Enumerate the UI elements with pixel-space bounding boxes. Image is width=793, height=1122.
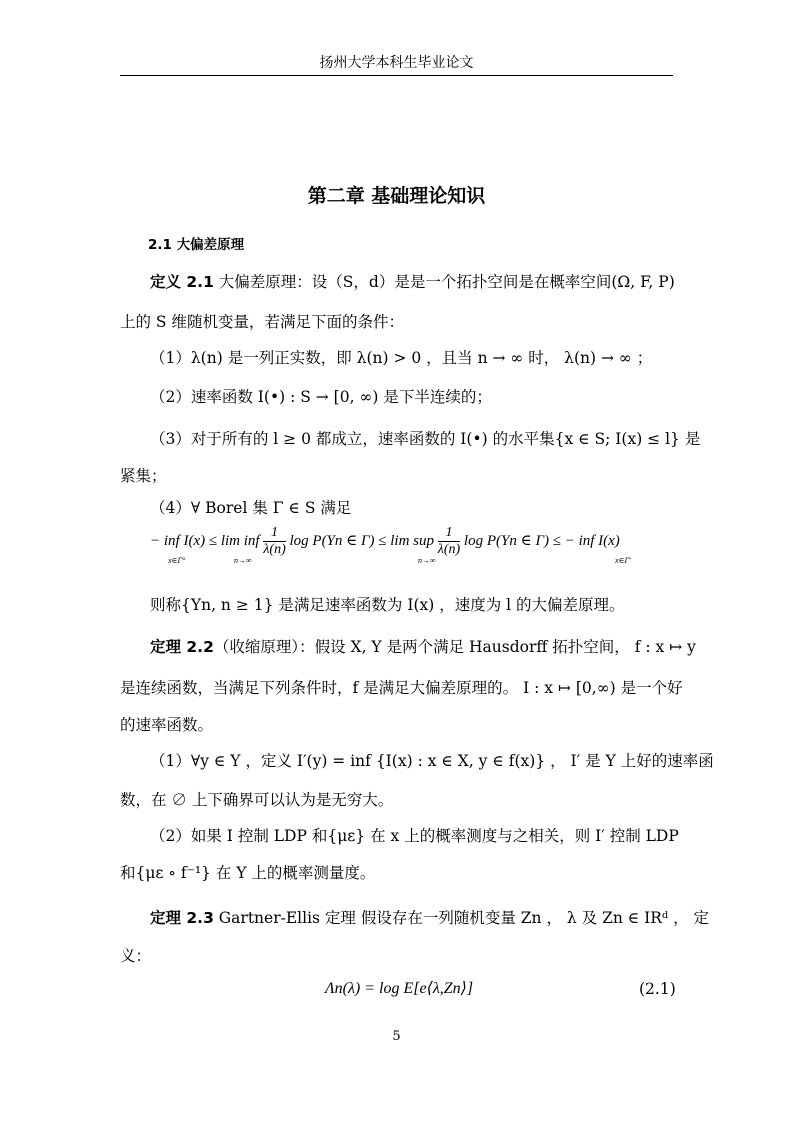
definition-text: 大偏差原理：设（S，d）是是一个拓扑空间是在概率空间(Ω, F, P) [218,273,675,291]
condition-4: （4）∀ Borel 集 Γ ∈ S 满足 [150,499,352,517]
definition-2-1-line2: 上的 S 维随机变量，若满足下面的条件： [120,313,404,331]
theorem-2-2-line3: 的速率函数。 [120,716,214,734]
condition-3: （3）对于所有的 l ≥ 0 都成立，速率函数的 I(•) 的水平集{x ∈ S; I(x) ≤ l} 是 [150,430,701,448]
definition-label: 定义 2.1 [150,273,214,291]
section-heading [148,233,244,253]
theorem-2-3-label: 定理 2.3 [150,909,214,927]
page-number: 5 [392,1029,401,1044]
ldp-conclusion: 则称{Yn, n ≥ 1} 是满足速率函数为 I(x) ，速度为 l 的大偏差原理。 [150,596,625,614]
theorem-2-2-item2-cont: 和{με ∘ f⁻¹} 在 Y 上的概率测量度。 [120,864,376,882]
sub-inf-left: x∈Γ° [168,556,186,565]
sub-liminf: n→∞ [234,556,252,565]
equation-number: (2.1) [639,980,676,998]
theorem-2-3-line2: 义： [120,947,152,965]
condition-1: （1）λ(n) 是一列正实数，即 λ(n) > 0 ，且当 n → ∞ 时， λ(n) → ∞ ； [150,349,653,367]
fraction-1-num: 1 [263,525,285,542]
condition-2: （2）速率函数 I(•) : S → [0, ∞) 是下半连续的； [150,388,492,406]
section-heading-text: 2.1 大偏差原理 [148,237,245,253]
fraction-1 [263,525,285,558]
sub-inf-right: x∈Γ̄ [615,556,630,565]
theorem-2-2-label: 定理 2.2 [150,638,214,656]
formula-right: log P(Yn ∈ Γ) ≤ − inf I(x) [463,532,620,549]
fraction-1-den: λ(n) [263,542,286,557]
chapter-title: 第二章 基础理论知识 [307,185,486,207]
sub-limsup: n→∞ [418,556,436,565]
fraction-2-den: λ(n) [437,542,461,557]
ldp-inequality [150,525,620,558]
theorem-2-2-line1 [150,635,696,657]
formula-mid: log P(Yn ∈ Γ) ≤ lim sup [289,532,435,549]
theorem-2-2-item2: （2）如果 I 控制 LDP 和{με} 在 x 上的概率测度与之相关，则 I′ 控制 LDP [150,827,679,845]
theorem-2-2-item1: （1）∀y ∈ Y ，定义 I′(y) = inf {I(x) : x ∈ X, y ∈ f(x)} ， I′ 是 Y 上好的速率函 [150,752,714,770]
theorem-2-3-line1 [150,906,709,928]
theorem-2-3-text: Gartner-Ellis 定理 假设存在一列随机变量 Zn ， λ 及 Zn ∈ IRᵈ ， 定 [218,909,709,927]
fraction-2 [438,525,460,558]
formula-left: − inf I(x) ≤ lim inf [150,532,260,549]
theorem-2-2-text: （收缩原理）：假设 X, Y 是两个满足 Hausdorff 拓扑空间， f : x ↦ y [213,638,696,656]
equation-2-1: Λn(λ) = log E[e⟨λ,Zn⟩] [325,980,474,997]
condition-3-cont: 紧集； [120,467,167,485]
theorem-2-2-line2: 是连续函数，当满足下列条件时，f 是满足大偏差原理的。 I : x ↦ [0,∞) 是一个好 [120,679,683,697]
header-rule [120,75,673,76]
fraction-2-num: 1 [438,525,460,542]
definition-2-1-line1 [150,270,675,292]
running-header: 扬州大学本科生毕业论文 [319,55,474,71]
theorem-2-2-item1-cont: 数，在 ∅ 上下确界可以认为是无穷大。 [120,791,394,809]
